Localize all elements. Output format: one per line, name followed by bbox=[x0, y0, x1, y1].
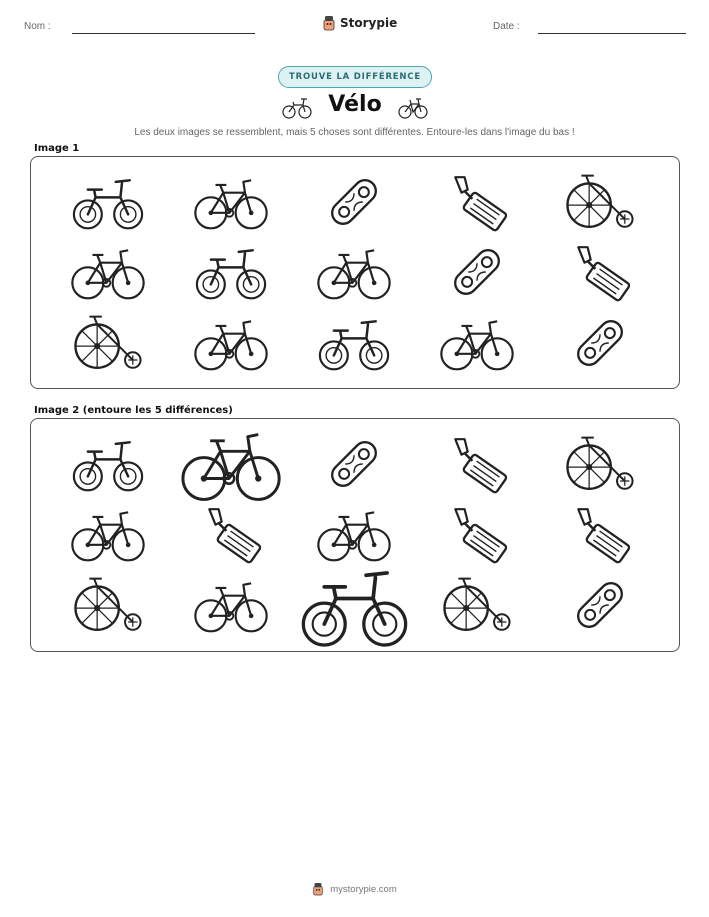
bicycle-icon[interactable] bbox=[65, 503, 151, 565]
bicycle-icon bbox=[173, 422, 289, 506]
balance-bike-icon[interactable] bbox=[65, 433, 151, 495]
chain-link-icon bbox=[311, 433, 397, 495]
chain-link-icon bbox=[557, 312, 643, 374]
bicycle-icon bbox=[65, 241, 151, 303]
penny-farthing-icon[interactable] bbox=[434, 574, 520, 636]
chain-link-icon[interactable] bbox=[557, 574, 643, 636]
bicycle-icon bbox=[398, 94, 428, 120]
pedal-icon[interactable] bbox=[188, 503, 274, 565]
page-title: Vélo bbox=[328, 92, 382, 117]
penny-farthing-icon bbox=[557, 433, 643, 495]
bicycle-icon[interactable] bbox=[188, 574, 274, 636]
pedal-icon bbox=[557, 503, 643, 565]
footer-url[interactable]: mystorypie.com bbox=[330, 883, 397, 895]
pedal-icon[interactable] bbox=[434, 433, 520, 495]
balance-bike-icon[interactable] bbox=[290, 559, 419, 652]
pedal-icon[interactable] bbox=[434, 503, 520, 565]
chain-link-icon bbox=[557, 312, 643, 374]
chain-link-icon bbox=[434, 241, 520, 303]
bicycle-icon bbox=[311, 241, 397, 303]
pedal-icon bbox=[434, 171, 520, 233]
name-line[interactable] bbox=[72, 33, 255, 34]
instructions: Les deux images se ressemblent, mais 5 choses sont différentes. Entoure-les dans l'image du bas ! bbox=[134, 127, 575, 138]
pedal-icon bbox=[434, 171, 520, 233]
date-label: Date : bbox=[493, 21, 520, 32]
pedal-icon[interactable] bbox=[557, 503, 643, 565]
storypie-logo-icon bbox=[322, 15, 336, 31]
chain-link-icon bbox=[311, 171, 397, 233]
bicycle-icon[interactable] bbox=[311, 503, 397, 565]
penny-farthing-icon[interactable] bbox=[65, 574, 151, 636]
chain-link-icon bbox=[434, 241, 520, 303]
pedal-icon bbox=[434, 433, 520, 495]
bicycle-icon bbox=[188, 574, 274, 636]
pedal-icon bbox=[557, 241, 643, 303]
chain-link-icon[interactable] bbox=[311, 433, 397, 495]
bicycle-icon[interactable] bbox=[173, 422, 289, 506]
penny-farthing-icon bbox=[557, 171, 643, 233]
name-label: Nom : bbox=[24, 21, 51, 32]
pedal-icon bbox=[434, 503, 520, 565]
balance-bike-icon bbox=[188, 241, 274, 303]
balance-bike-icon bbox=[65, 171, 151, 233]
activity-badge: TROUVE LA DIFFÉRENCE bbox=[278, 66, 432, 88]
chain-link-icon bbox=[311, 171, 397, 233]
bicycle-icon bbox=[188, 171, 274, 233]
balance-bike-icon bbox=[311, 312, 397, 374]
storypie-logo-icon bbox=[312, 882, 324, 896]
image1-label: Image 1 bbox=[34, 143, 80, 154]
image1-panel bbox=[30, 156, 680, 389]
bicycle-icon bbox=[434, 312, 520, 374]
bicycle-icon bbox=[434, 312, 520, 374]
date-line[interactable] bbox=[538, 33, 686, 34]
image2-panel[interactable] bbox=[30, 418, 680, 652]
penny-farthing-icon bbox=[65, 312, 151, 374]
bicycle-icon bbox=[188, 171, 274, 233]
bicycle-icon bbox=[188, 312, 274, 374]
bicycle-icon bbox=[311, 503, 397, 565]
penny-farthing-icon[interactable] bbox=[557, 433, 643, 495]
balance-bike-icon bbox=[290, 559, 419, 652]
brand-name: Storypie bbox=[340, 16, 398, 30]
bicycle-icon bbox=[65, 503, 151, 565]
balance-bike-icon bbox=[65, 433, 151, 495]
balance-bike-icon bbox=[311, 312, 397, 374]
bicycle-icon bbox=[311, 241, 397, 303]
brand bbox=[322, 12, 397, 34]
pedal-icon bbox=[188, 503, 274, 565]
bicycle-icon bbox=[65, 241, 151, 303]
penny-farthing-icon bbox=[65, 574, 151, 636]
penny-farthing-icon bbox=[434, 574, 520, 636]
penny-farthing-icon bbox=[557, 171, 643, 233]
bicycle-icon bbox=[188, 312, 274, 374]
pedal-icon bbox=[557, 241, 643, 303]
image2-label: Image 2 (entoure les 5 différences) bbox=[34, 405, 233, 416]
penny-farthing-icon bbox=[65, 312, 151, 374]
balance-bike-icon bbox=[65, 171, 151, 233]
footer bbox=[0, 880, 709, 898]
chain-link-icon bbox=[557, 574, 643, 636]
title-row bbox=[280, 92, 430, 122]
balance-bike-icon bbox=[188, 241, 274, 303]
